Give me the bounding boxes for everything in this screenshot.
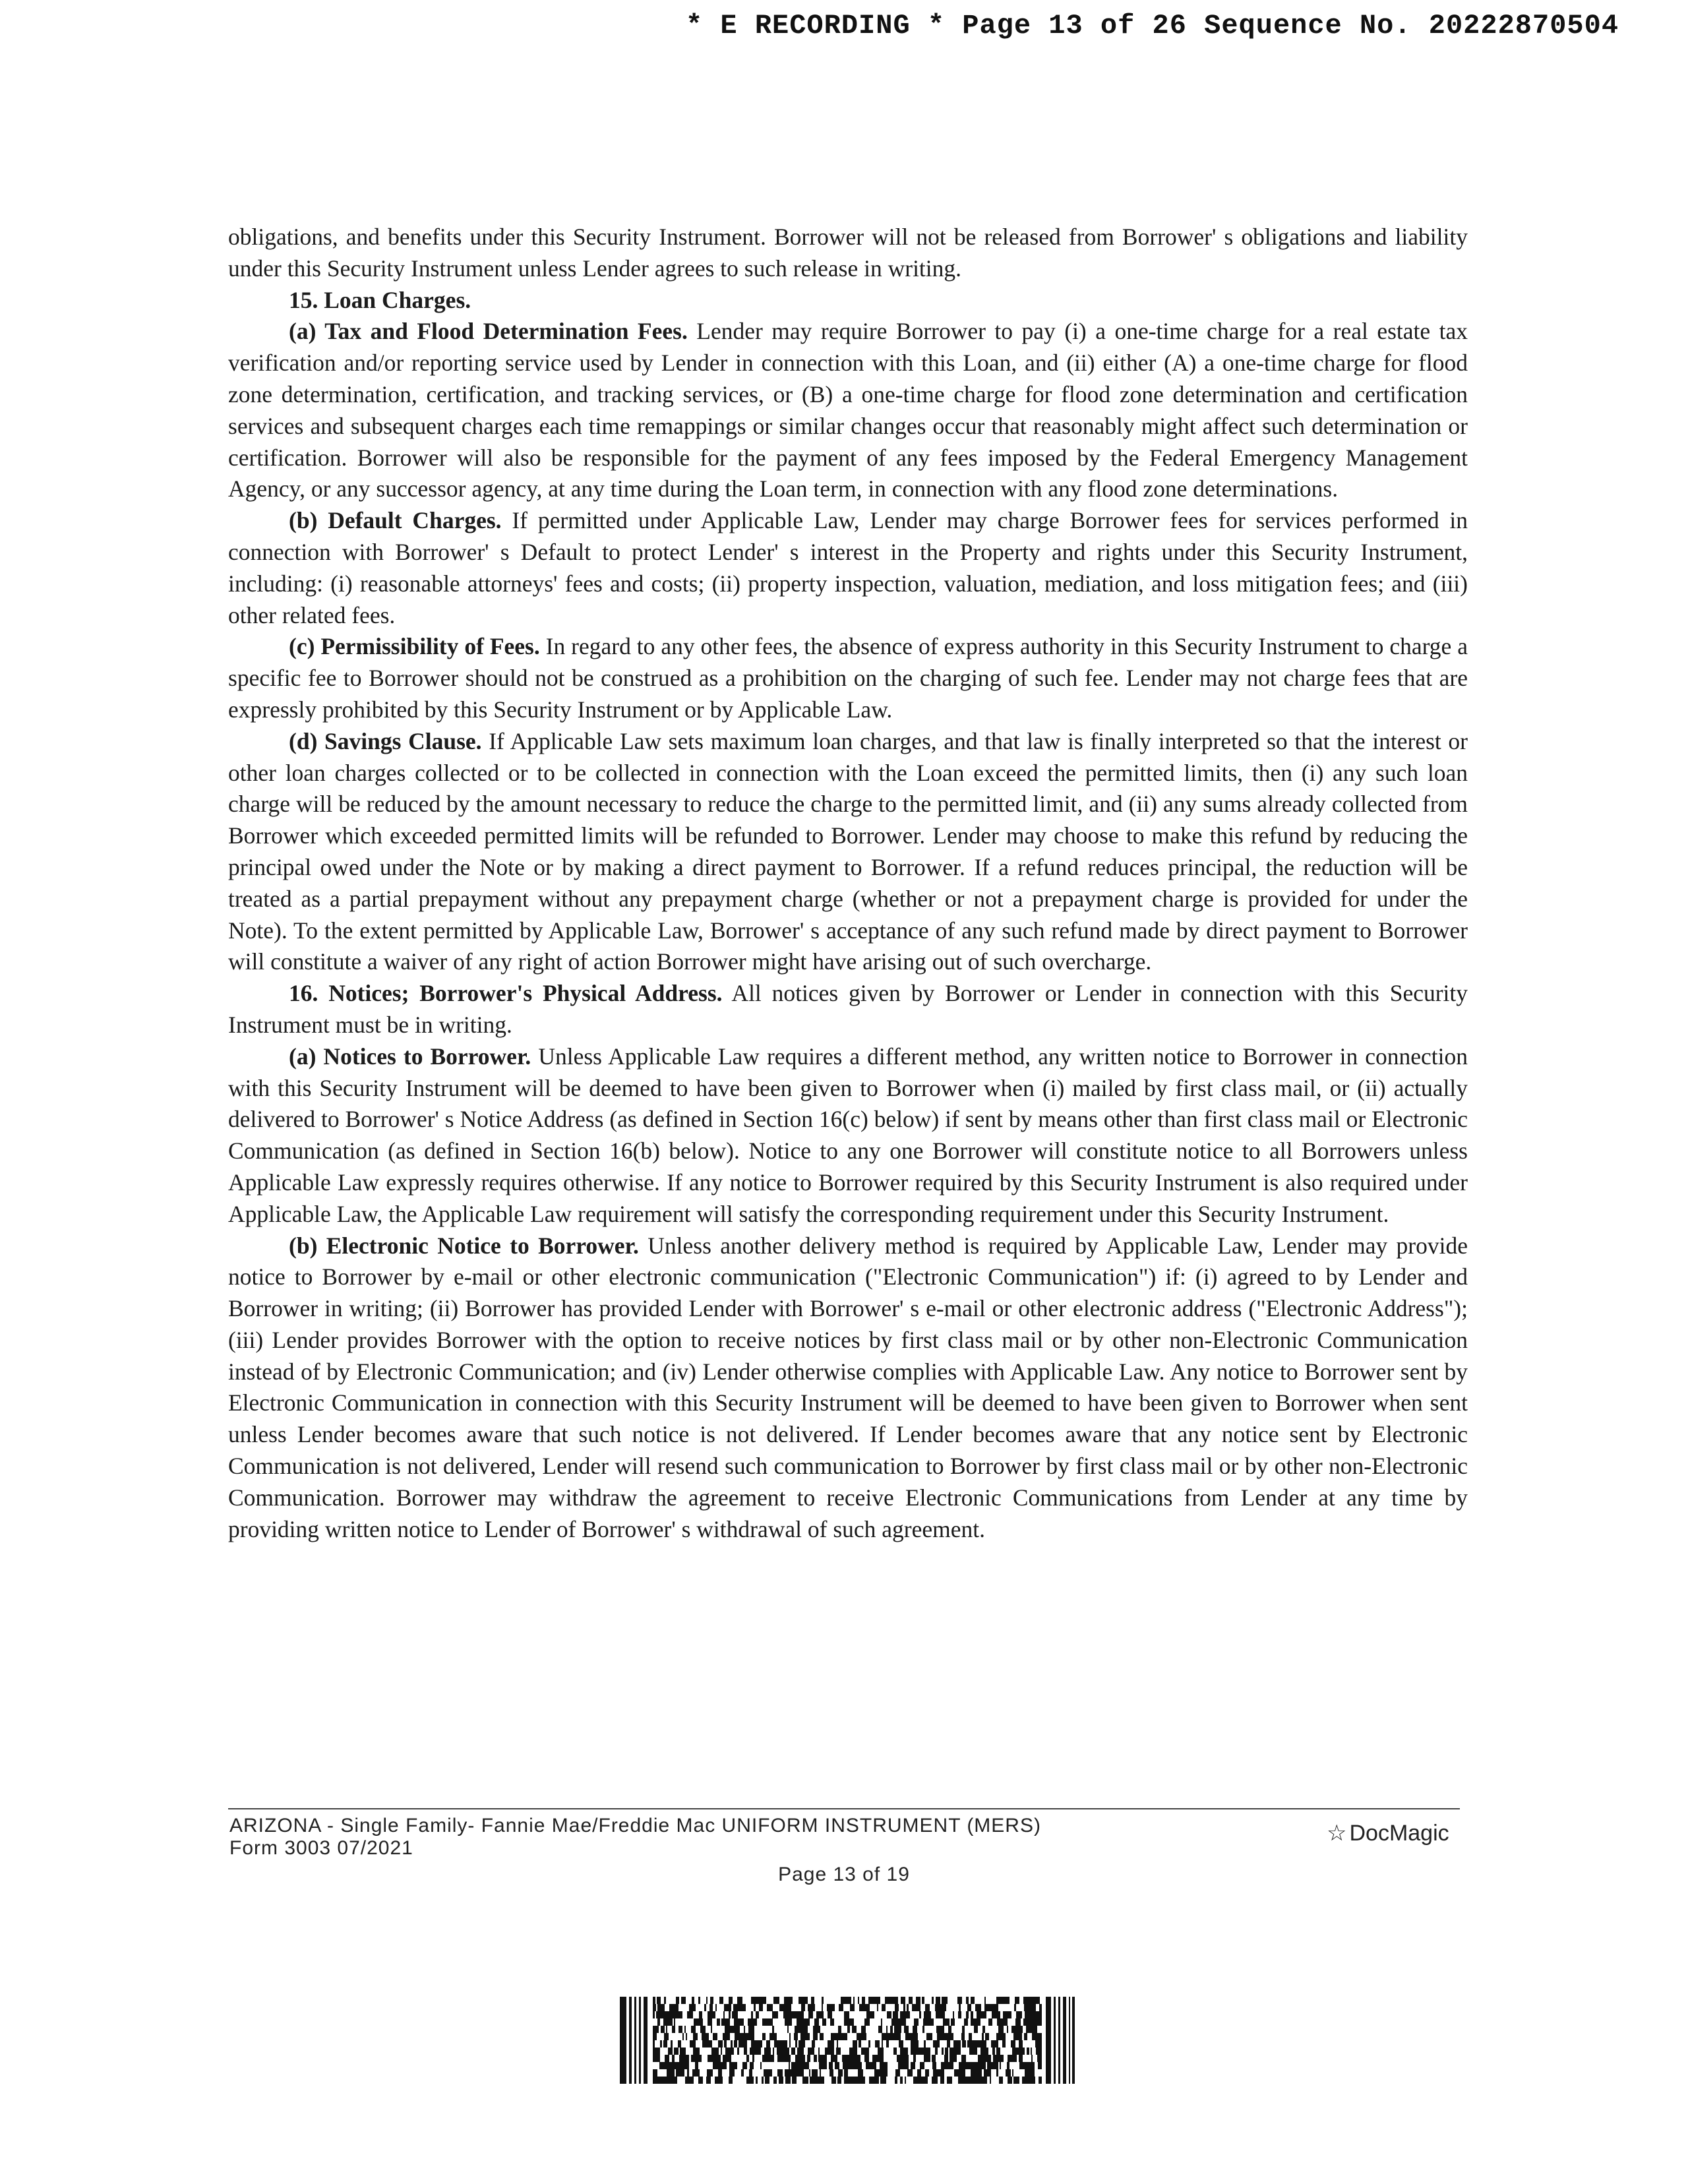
paragraph-heading: 15. Loan Charges. bbox=[289, 286, 471, 313]
paragraph bbox=[228, 978, 1468, 1041]
paragraph-text: If permitted under Applicable Law, Lender may charge Borrower fees for services performed in connection with Borrower' s Default to protect Lender' s interest in the Property and rights under this Security Instrument, including: (i) reasonable attorneys' fees and costs; (ii) property inspection, valuation, mediation, and loss mitigation fees; and (iii) other related fees. bbox=[228, 507, 1468, 628]
paragraph-heading: (b) Default Charges. bbox=[289, 507, 502, 534]
paragraph-text: All notices given by Borrower or Lender in connection with this Security Instrument must be in writing. bbox=[228, 980, 1468, 1038]
paragraph-text: obligations, and benefits under this Security Instrument. Borrower will not be released from Borrower' s obligations and liability under this Security Instrument unless Lender agrees to such release in writing. bbox=[228, 224, 1468, 282]
paragraph-heading: (a) Notices to Borrower. bbox=[289, 1043, 531, 1070]
docmagic-logo bbox=[1327, 1820, 1472, 1846]
paragraph bbox=[228, 631, 1468, 725]
paragraph bbox=[228, 1230, 1468, 1546]
form-title: ARIZONA - Single Family- Fannie Mae/Freddie Mac UNIFORM INSTRUMENT (MERS) bbox=[229, 1815, 1041, 1836]
section-heading bbox=[228, 285, 1468, 317]
paragraph-heading: (d) Savings Clause. bbox=[289, 727, 482, 754]
recording-stamp: * E RECORDING * Page 13 of 26 Sequence No. 20222870504 bbox=[686, 10, 1619, 42]
star-outline-icon: ☆ bbox=[1327, 1821, 1347, 1846]
page-number: Page 13 of 19 bbox=[778, 1864, 910, 1885]
barcode-stop-pattern bbox=[1046, 1997, 1075, 2084]
paragraph-text: Lender may require Borrower to pay (i) a one-time charge for a real estate tax verification and/or reporting service used by Lender in connection with this Loan, and (ii) either (A) a one-time charge for flood zone determination, certification, and tracking services, or (B) a one-time charge for flood zone determination and certification services and subsequent charges each time remappings or similar changes occur that reasonably might affect such determination or certification. Borrower will also be responsible for the payment of any fees imposed by the Federal Emergency Management Agency, or any successor agency, at any time during the Loan term, in connection with any flood zone determinations. bbox=[228, 318, 1468, 502]
paragraph-heading: (a) Tax and Flood Determination Fees. bbox=[289, 318, 688, 345]
paragraph bbox=[228, 316, 1468, 505]
form-identifier bbox=[229, 1815, 1219, 1860]
document-body bbox=[228, 222, 1468, 1545]
paragraph bbox=[228, 726, 1468, 978]
paragraph-heading: 16. Notices; Borrower's Physical Address. bbox=[289, 980, 723, 1007]
form-number: Form 3003 07/2021 bbox=[229, 1837, 413, 1859]
paragraph-text: If Applicable Law sets maximum loan charges, and that law is finally interpreted so that the interest or other loan charges collected or to be collected in connection with the Loan exceed the permitted limits, then (i) any such loan charge will be reduced by the amount necessary to reduce the charge to the permitted limit, and (ii) any sums already collected from Borrower which exceeded permitted limits will be refunded to Borrower. Lender may choose to make this refund by reducing the principal owed under the Note or by making a direct payment to Borrower. If a refund reduces principal, the reduction will be treated as a partial prepayment without any prepayment charge (whether or not a prepayment charge is provided for under the Note). To the extent permitted by Applicable Law, Borrower' s acceptance of any such refund made by direct payment to Borrower will constitute a waiver of any right of action Borrower might have arising out of such overcharge. bbox=[228, 727, 1468, 975]
barcode-start-pattern bbox=[620, 1997, 648, 2084]
pdf417-barcode bbox=[620, 1997, 1075, 2084]
footer-divider bbox=[228, 1808, 1460, 1809]
paragraph bbox=[228, 505, 1468, 631]
paragraph-heading: (c) Permissibility of Fees. bbox=[289, 633, 540, 660]
paragraph bbox=[228, 1041, 1468, 1230]
barcode-data-area bbox=[653, 1997, 1042, 2084]
paragraph-text: Unless another delivery method is required by Applicable Law, Lender may provide notice to Borrower by e-mail or other electronic communication ("Electronic Communication") if: (i) agreed to by Lender and Borrower in writing; (ii) Borrower has provided Lender with Borrower' s e-mail or other electronic address ("Electronic Address"); (iii) Lender provides Borrower with the option to receive notices by first class mail or by other non-Electronic Communication instead of by Electronic Communication; and (iv) Lender otherwise complies with Applicable Law. Any notice to Borrower sent by Electronic Communication in connection with this Security Instrument will be deemed to have been given to Borrower when sent unless Lender becomes aware that such notice is not delivered. If Lender becomes aware that any notice sent by Electronic Communication is not delivered, Lender will resend such communication to Borrower by first class mail or by other non-Electronic Communication. Borrower may withdraw the agreement to receive Electronic Communications from Lender at any time by providing written notice to Lender of Borrower' s withdrawal of such agreement. bbox=[228, 1232, 1468, 1542]
paragraph bbox=[228, 222, 1468, 285]
paragraph-text: In regard to any other fees, the absence of express authority in this Security Instrument to charge a specific fee to Borrower should not be construed as a prohibition on the charging of such fee. Lender may not charge fees that are expressly prohibited by this Security Instrument or by Applicable Law. bbox=[228, 633, 1468, 723]
paragraph-text: Unless Applicable Law requires a different method, any written notice to Borrower in connection with this Security Instrument will be deemed to have been given to Borrower when (i) mailed by first class mail, or (ii) actually delivered to Borrower' s Notice Address (as defined in Section 16(c) below) if sent by means other than first class mail or Electronic Communication (as defined in Section 16(b) below). Notice to any one Borrower will constitute notice to all Borrowers unless Applicable Law expressly requires otherwise. If any notice to Borrower required by this Security Instrument is also required under Applicable Law, the Applicable Law requirement will satisfy the corresponding requirement under this Security Instrument. bbox=[228, 1043, 1468, 1227]
paragraph-heading: (b) Electronic Notice to Borrower. bbox=[289, 1232, 639, 1259]
brand-name: DocMagic bbox=[1349, 1821, 1449, 1846]
